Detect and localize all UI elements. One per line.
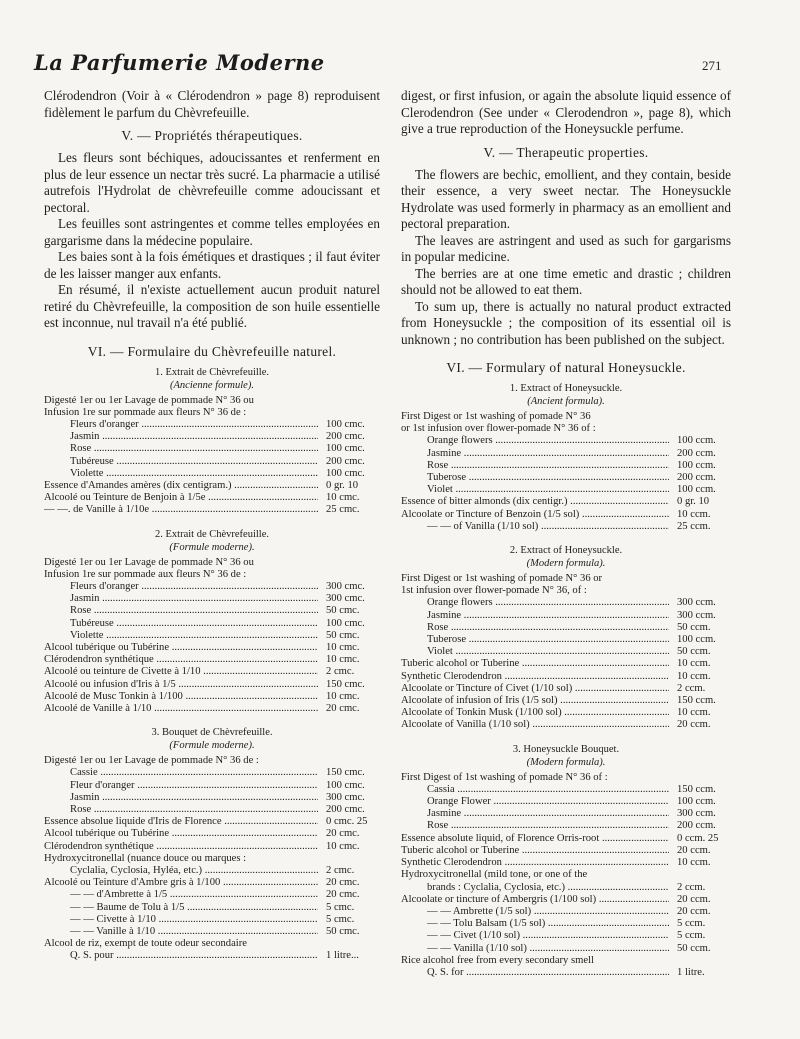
ingredient-label: Essence absolute liquid, of Florence Orris-root .....: [401, 833, 669, 845]
ingredient-label: Rose .....: [427, 622, 669, 634]
ingredient-quantity: 50 ccm.: [677, 942, 711, 954]
ingredient-quantity: 50 cmc.: [326, 605, 360, 617]
ingredient-row: [401, 448, 731, 460]
ingredient-quantity: 100 ccm.: [677, 796, 716, 808]
ingredient-row: [44, 950, 380, 962]
paragraph: Les feuilles sont astringentes et comme telles employées en gargarisme dans la médecine populaire.: [44, 216, 380, 248]
ingredient-quantity: 25 cmc.: [326, 504, 360, 516]
ingredient-row: [44, 841, 380, 853]
ingredient-quantity: 0 ccm. 25: [677, 832, 719, 844]
ingredient-row: [401, 634, 731, 646]
ingredient-row: [401, 610, 731, 622]
ingredient-label: Rose .....: [70, 605, 318, 617]
ingredient-label: Alcoolate or Tincture of Benzoin (1/5 sol) .....: [401, 509, 669, 521]
ingredient-quantity: 100 ccm.: [677, 459, 716, 471]
ingredient-row: [44, 618, 380, 630]
ingredient-label: Fleur d'oranger .....: [70, 780, 318, 792]
formula-title: 2. Extract of Honeysuckle.: [509, 545, 623, 557]
ingredient-row: [44, 938, 380, 950]
ingredient-quantity: 1 litre.: [677, 966, 705, 978]
ingredient-row: [44, 504, 380, 516]
formula-intro: Digesté 1er ou 1er Lavage de pommade N° 36 ou: [44, 556, 254, 568]
ingredient-quantity: 300 ccm.: [677, 609, 716, 621]
formula-intro: First Digest or 1st washing of pomade N° 36: [401, 411, 591, 422]
ingredient-label: Fleurs d'oranger .....: [70, 419, 318, 431]
ingredient-row: [401, 496, 731, 508]
ingredient-quantity: 5 ccm.: [677, 918, 706, 930]
section-heading: VI. — Formulaire du Chèvrefeuille naturel.: [87, 343, 337, 359]
ingredient-label: Tuberic alcohol or Tuberine .....: [401, 658, 669, 670]
ingredient-quantity: 150 cmc.: [326, 767, 365, 779]
ingredient-row: [401, 906, 731, 918]
ingredient-quantity: 150 ccm.: [677, 695, 716, 707]
ingredient-row: [44, 780, 380, 792]
ingredient-quantity: 100 ccm.: [677, 634, 716, 646]
ingredient-label: Jasmin .....: [70, 593, 318, 605]
ingredient-quantity: 200 ccm.: [677, 472, 716, 484]
ingredient-quantity: 20 ccm.: [677, 719, 711, 731]
ingredient-label: — — d'Ambrette à 1/5 .....: [70, 889, 318, 901]
ingredient-label: Alcoolate of Tonkin Musk (1/100 sol) .....: [401, 707, 669, 719]
ingredient-label: Jasmine .....: [427, 808, 669, 820]
ingredient-label: Alcoolate of infusion of Iris (1/5 sol) .....: [401, 695, 669, 707]
ingredient-label: Cyclalia, Cyclosia, Hyléa, etc.) .....: [70, 865, 318, 877]
ingredient-row: [401, 695, 731, 707]
ingredient-row: [44, 419, 380, 431]
intro-paragraph: digest, or first infusion, or again the absolute liquid essence of Clerodendron (See under « Clerodendron », page 8), which give a true reproduction of the Honeysuckle perfume.: [401, 88, 731, 136]
ingredient-quantity: 2 cmc.: [326, 666, 355, 678]
ingredient-row: [401, 484, 731, 496]
section-heading: VI. — Formulary of natural Honeysuckle.: [446, 360, 686, 375]
ingredient-row: [44, 443, 380, 455]
ingredient-quantity: 20 ccm.: [677, 905, 711, 917]
paragraph: Les fleurs sont béchiques, adoucissantes et renferment en plus de leur essence un nectar très sucré. La pharmacie a utilisé autrefois l'Hydrolat de chèvrefeuille comme adoucissant et pectoral.: [44, 150, 380, 215]
formula-intro: Digesté 1er ou 1er Lavage de pommade N° 36 ou: [44, 394, 254, 406]
ingredient-label: Essence d'Amandes amères (dix centigram.) .....: [44, 480, 318, 492]
ingredient-row: [401, 796, 731, 808]
formula-list: [44, 366, 380, 963]
ingredient-row: [401, 683, 731, 695]
formula-block: [401, 382, 731, 533]
ingredient-label: — —. de Vanille à 1/10e .....: [44, 504, 318, 516]
ingredient-label: Violet .....: [427, 646, 669, 658]
ingredient-row: [44, 767, 380, 779]
ingredient-row: [401, 845, 731, 857]
ingredient-row: [401, 894, 731, 906]
formula-intro: 1st infusion over flower-pomade N° 36, of :: [401, 585, 587, 597]
ingredient-row: [44, 816, 380, 828]
ingredient-quantity: 10 ccm.: [677, 857, 711, 869]
ingredient-row: [401, 509, 731, 521]
ingredient-label: Alcool tubérique ou Tubérine .....: [44, 642, 318, 654]
ingredient-quantity: 100 cmc.: [326, 418, 365, 430]
ingredient-quantity: 10 cmc.: [326, 840, 360, 852]
ingredient-label: Alcoolé ou teinture de Civette à 1/10 .....: [44, 666, 318, 678]
paragraph: En résumé, il n'existe actuellement aucun produit naturel retiré du Chèvrefeuille, la composition de son huile essentielle est inconnue, nul travail n'a été publié.: [44, 282, 380, 330]
ingredient-label: Alcoolé de Musc Tonkin à 1/100 .....: [44, 691, 318, 703]
ingredient-label: — — Vanille à 1/10 .....: [70, 926, 318, 938]
ingredient-label: Rose .....: [70, 804, 318, 816]
ingredient-quantity: 150 ccm.: [677, 783, 716, 795]
ingredient-row: [44, 654, 380, 666]
ingredient-label: — — Civet (1/10 sol) .....: [427, 930, 669, 942]
ingredient-row: [44, 642, 380, 654]
ingredient-row: [401, 597, 731, 609]
ingredient-quantity: 20 cmc.: [326, 702, 360, 714]
ingredient-row: [401, 435, 731, 447]
ingredient-label: Violette .....: [70, 630, 318, 642]
ingredient-quantity: 0 gr. 10: [326, 479, 359, 491]
ingredient-row: [44, 605, 380, 617]
ingredient-row: [401, 882, 731, 894]
formula-block: [44, 726, 380, 962]
ingredient-row: [44, 691, 380, 703]
ingredient-label: Jasmine .....: [427, 610, 669, 622]
ingredient-label: Jasmin .....: [70, 792, 318, 804]
ingredient-label: — — Vanilla (1/10 sol) .....: [427, 943, 669, 955]
section-heading: V. — Therapeutic properties.: [483, 144, 649, 160]
page-number: 271: [702, 58, 722, 73]
ingredient-label: Rice alcohol free from every secondary smell: [401, 954, 594, 966]
ingredient-row: [44, 456, 380, 468]
ingredient-quantity: 10 ccm.: [677, 670, 711, 682]
ingredient-label: Synthetic Clerodendron .....: [401, 857, 669, 869]
ingredient-quantity: 5 ccm.: [677, 930, 706, 942]
ingredient-label: Cassia .....: [427, 784, 669, 796]
ingredient-quantity: 10 ccm.: [677, 658, 711, 670]
ingredient-quantity: 2 cmc.: [326, 865, 355, 876]
ingredient-row: [44, 877, 380, 889]
ingredient-quantity: 100 cmc.: [326, 617, 365, 629]
ingredient-label: Tubéreuse .....: [70, 618, 318, 630]
paragraph: To sum up, there is actually no natural product extracted from Honeysuckle ; the composition of its essential oil is unknown ; no contribution has been published on the subject.: [401, 298, 731, 347]
ingredient-quantity: 5 cmc.: [326, 913, 355, 925]
formula-block: [44, 366, 380, 517]
ingredient-row: [401, 658, 731, 670]
formula-intro: Digesté 1er ou 1er Lavage de pommade N° 36 de :: [44, 755, 259, 767]
ingredient-label: Tuberose .....: [427, 472, 669, 484]
ingredient-quantity: 300 cmc.: [326, 593, 365, 605]
ingredient-row: [401, 808, 731, 820]
formula-block: [401, 743, 731, 979]
ingredient-label: Orange flowers .....: [427, 435, 669, 447]
ingredient-row: [401, 521, 731, 533]
english-column: [401, 88, 731, 979]
ingredient-label: Alcool de riz, exempt de toute odeur secondaire: [44, 938, 247, 950]
ingredient-label: Clérodendron synthétique .....: [44, 841, 318, 853]
ingredient-label: Alcoolate or Tincture of Civet (1/10 sol) .....: [401, 683, 669, 695]
formula-note: (Formule moderne).: [169, 740, 255, 752]
ingredient-quantity: 100 ccm.: [677, 435, 716, 447]
ingredient-quantity: 300 cmc.: [326, 791, 365, 803]
ingredient-label: Orange Flower .....: [427, 796, 669, 808]
intro-paragraph: Clérodendron (Voir à « Clérodendron » page 8) reproduisent fidèlement le parfum du Chèvrefeuille.: [44, 88, 380, 120]
ingredient-row: [44, 914, 380, 926]
ingredient-row: [44, 431, 380, 443]
ingredient-label: Clérodendron synthétique .....: [44, 654, 318, 666]
ingredient-label: Jasmin .....: [70, 431, 318, 443]
ingredient-row: [44, 828, 380, 840]
ingredient-quantity: 20 cmc.: [326, 889, 360, 901]
ingredient-quantity: 300 ccm.: [677, 597, 716, 609]
ingredient-quantity: 150 cmc.: [326, 678, 365, 690]
ingredient-quantity: 10 ccm.: [677, 707, 711, 719]
ingredient-row: [44, 630, 380, 642]
ingredient-quantity: 50 cmc.: [326, 926, 360, 938]
ingredient-label: Essence absolue liquide d'Iris de Florence .....: [44, 816, 318, 828]
ingredient-quantity: 0 gr. 10: [677, 496, 710, 508]
ingredient-quantity: 200 ccm.: [677, 447, 716, 459]
ingredient-row: [401, 646, 731, 658]
formula-note: (Ancienne formule).: [170, 379, 254, 391]
formula-intro: First Digest or 1st washing of pomade N° 36 or: [401, 573, 603, 585]
ingredient-label: Essence of bitter almonds (dix centigr.) .....: [401, 496, 669, 508]
ingredient-label: Alcoolate of Vanilla (1/10 sol) .....: [401, 719, 669, 731]
magazine-logo: La Parfumerie Moderne: [34, 50, 325, 75]
ingredient-row: [401, 930, 731, 942]
ingredient-quantity: 50 ccm.: [677, 646, 711, 658]
ingredient-quantity: 20 cmc.: [326, 877, 360, 889]
section-body: [44, 150, 380, 332]
ingredient-quantity: 200 cmc.: [326, 455, 365, 467]
ingredient-quantity: 200 ccm.: [677, 820, 716, 832]
ingredient-row: [401, 707, 731, 719]
ingredient-label: Fleurs d'oranger .....: [70, 581, 318, 593]
ingredient-quantity: 20 ccm.: [677, 893, 711, 905]
ingredient-row: [401, 967, 731, 979]
ingredient-row: [401, 820, 731, 832]
formula-title: 2. Extrait de Chèvrefeuille.: [155, 528, 269, 540]
ingredient-quantity: 200 cmc.: [326, 431, 365, 443]
formula-block: [401, 544, 731, 732]
formula-block: [44, 528, 380, 716]
ingredient-label: Q. S. for .....: [427, 967, 669, 979]
ingredient-row: [401, 918, 731, 930]
ingredient-row: [44, 468, 380, 480]
ingredient-quantity: 50 ccm.: [677, 621, 711, 633]
formula-note: (Ancient formula).: [527, 396, 605, 407]
ingredient-quantity: 10 cmc.: [326, 690, 360, 702]
section-body: [401, 167, 731, 349]
formula-title: 1. Extrait de Chèvrefeuille.: [155, 366, 269, 378]
ingredient-row: [44, 792, 380, 804]
paragraph: Les baies sont à la fois émétiques et drastiques ; il faut éviter de les laisser manger aux enfants.: [44, 249, 380, 281]
ingredient-row: [44, 865, 380, 877]
ingredient-row: [401, 784, 731, 796]
ingredient-label: Violet .....: [427, 484, 669, 496]
ingredient-label: Orange flowers .....: [427, 597, 669, 609]
ingredient-quantity: 200 cmc.: [326, 803, 365, 815]
ingredient-quantity: 20 cmc.: [326, 828, 360, 840]
ingredient-quantity: 50 cmc.: [326, 629, 360, 641]
ingredient-label: Alcoolé de Vanille à 1/10 .....: [44, 703, 318, 715]
ingredient-quantity: 100 cmc.: [326, 443, 365, 455]
ingredient-label: Tuberic alcohol or Tuberine .....: [401, 845, 669, 857]
ingredient-row: [44, 581, 380, 593]
ingredient-label: Rose .....: [70, 443, 318, 455]
ingredient-label: — — Civette à 1/10 .....: [70, 914, 318, 926]
ingredient-label: Alcoolé ou Teinture de Benjoin à 1/5e .....: [44, 492, 318, 504]
ingredient-row: [44, 804, 380, 816]
ingredient-label: Alcoolé ou Teinture d'Ambre gris à 1/100 .....: [44, 877, 318, 889]
ingredient-row: [44, 853, 380, 865]
ingredient-quantity: 10 ccm.: [677, 508, 711, 520]
ingredient-row: [44, 926, 380, 938]
ingredient-row: [44, 666, 380, 678]
formula-note: (Formule moderne).: [169, 541, 255, 553]
ingredient-label: — — of Vanilla (1/10 sol) .....: [427, 521, 669, 533]
ingredient-label: — — Tolu Balsam (1/5 sol) .....: [427, 918, 669, 930]
ingredient-label: Synthetic Clerodendron .....: [401, 671, 669, 683]
ingredient-row: [401, 472, 731, 484]
formula-intro: Infusion 1re sur pommade aux fleurs N° 36 de :: [44, 406, 247, 418]
ingredient-label: Q. S. pour .....: [70, 950, 318, 962]
ingredient-quantity: 2 ccm.: [677, 881, 706, 893]
ingredient-label: Jasmine .....: [427, 448, 669, 460]
ingredient-quantity: 300 ccm.: [677, 808, 716, 820]
ingredient-quantity: 25 ccm.: [677, 520, 711, 532]
section-heading: V. — Propriétés thérapeutiques.: [121, 128, 303, 143]
ingredient-label: — — Baume de Tolu à 1/5 .....: [70, 902, 318, 914]
ingredient-row: [401, 857, 731, 869]
ingredient-label: Rose .....: [427, 820, 669, 832]
formula-list: [401, 382, 731, 979]
ingredient-row: [44, 679, 380, 691]
french-column: [44, 88, 380, 963]
ingredient-quantity: 2 ccm.: [677, 682, 706, 694]
ingredient-label: Violette .....: [70, 468, 318, 480]
formula-title: 1. Extract of Honeysuckle.: [509, 383, 623, 394]
ingredient-row: [401, 955, 731, 967]
ingredient-label: Tubéreuse .....: [70, 456, 318, 468]
ingredient-label: Hydroxycitronellal (nuance douce ou marques :: [44, 852, 247, 864]
formula-note: (Modern formula).: [526, 558, 606, 570]
ingredient-row: [44, 480, 380, 492]
formula-note: (Modern formula).: [526, 756, 606, 768]
ingredient-row: [401, 671, 731, 683]
ingredient-row: [401, 719, 731, 731]
ingredient-quantity: 1 litre...: [326, 950, 359, 962]
ingredient-row: [44, 492, 380, 504]
ingredient-label: brands : Cyclalia, Cyclosia, etc.) .....: [427, 882, 669, 894]
ingredient-label: Alcoolate or tincture of Ambergris (1/100 sol) .....: [401, 894, 669, 906]
ingredient-label: Alcool tubérique ou Tubérine .....: [44, 828, 318, 840]
ingredient-row: [44, 593, 380, 605]
ingredient-label: Hydroxycitronellal (mild tone, or one of the: [401, 869, 588, 881]
formula-intro: or 1st infusion over flower-pomade N° 36 of :: [401, 423, 596, 435]
ingredient-quantity: 100 cmc.: [326, 467, 365, 479]
paragraph: The flowers are bechic, emollient, and they contain, beside their essence, a very sweet nectar. The Honeysuckle Hydrolate was used formerly in pharmacy as an emollient and pectoral preparation.: [401, 166, 731, 231]
ingredient-quantity: 20 ccm.: [677, 844, 711, 856]
ingredient-label: Cassie .....: [70, 767, 318, 779]
formula-title: 3. Honeysuckle Bouquet.: [512, 743, 620, 755]
ingredient-quantity: 300 cmc.: [326, 580, 365, 592]
ingredient-row: [44, 902, 380, 914]
ingredient-row: [401, 833, 731, 845]
ingredient-quantity: 5 cmc.: [326, 901, 355, 913]
ingredient-quantity: 10 cmc.: [326, 492, 360, 504]
ingredient-quantity: 0 cmc. 25: [326, 816, 368, 828]
ingredient-row: [401, 622, 731, 634]
formula-intro: First Digest of 1st washing of pomade N° 36 of :: [401, 771, 608, 783]
ingredient-row: [44, 703, 380, 715]
ingredient-row: [44, 889, 380, 901]
ingredient-quantity: 100 ccm.: [677, 484, 716, 496]
ingredient-label: — — Ambrette (1/5 sol) .....: [427, 906, 669, 918]
paragraph: The leaves are astringent and used as such for gargarisms in popular medicine.: [401, 232, 731, 264]
ingredient-label: Tuberose .....: [427, 634, 669, 646]
ingredient-label: Alcoolé ou infusion d'Iris à 1/5 .....: [44, 679, 318, 691]
ingredient-quantity: 10 cmc.: [326, 641, 360, 653]
ingredient-quantity: 100 cmc.: [326, 779, 365, 791]
formula-title: 3. Bouquet de Chèvrefeuille.: [151, 727, 273, 739]
paragraph: The berries are at one time emetic and drastic ; children should not be allowed to eat them.: [401, 265, 731, 297]
ingredient-row: [401, 869, 731, 881]
ingredient-row: [401, 943, 731, 955]
ingredient-quantity: 10 cmc.: [326, 654, 360, 666]
ingredient-row: [401, 460, 731, 472]
ingredient-label: Rose .....: [427, 460, 669, 472]
formula-intro: Infusion 1re sur pommade aux fleurs N° 36 de :: [44, 568, 247, 580]
